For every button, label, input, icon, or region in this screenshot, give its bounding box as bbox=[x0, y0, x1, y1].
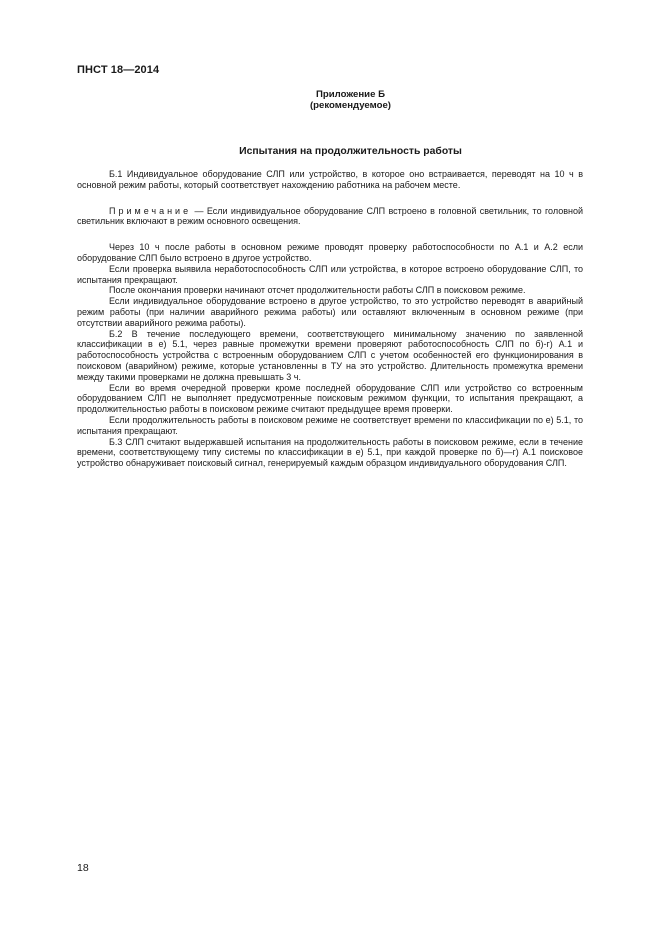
paragraph: Если индивидуальное оборудование встроено в другое устройство, то это устройство переводят в аварийный режим работы (при наличии аварийного режима работы) или оставляют включенным в основном режиме (при отсутствии аварийного режима работы). bbox=[77, 296, 583, 328]
paragraph: Если проверка выявила неработоспособность СЛП или устройства, в которое встроено оборудование СЛП, то испытания прекращают. bbox=[77, 263, 583, 285]
note bbox=[77, 206, 583, 228]
note-text: — Если индивидуальное оборудование СЛП встроено в головной светильник, то головной светильник включают в режим основного освещения. bbox=[77, 205, 583, 227]
appendix-heading bbox=[0, 89, 661, 112]
document-code: ПНСТ 18—2014 bbox=[77, 64, 160, 76]
note-label: Примечание bbox=[109, 205, 192, 216]
paragraph: Если во время очередной проверки кроме последней оборудование СЛП или устройство со встроенным оборудованием СЛП не выполняет предусмотренные поисковым режимом функции, то испытания прекращают, а продолжительностью работы в поисковом режиме считают предыдущее время проверки. bbox=[77, 382, 583, 415]
paragraph-b2: Б.2 В течение последующего времени, соответствующего минимальному значению по заявленной классификации в е) 5.1, через равные промежутки времени проверяют работоспособность СЛП по б)-г) А.1 и работоспособность устройства с встроенным оборудованием СЛП с учетом особенностей его функционирования в поисковом (аварийном) режиме, которые установленны в ТУ на это устройство. Длительность промежутка времени между такими проверками не должна превышать 3 ч. bbox=[77, 328, 583, 382]
section-title: Испытания на продолжительность работы bbox=[239, 146, 462, 157]
page-number: 18 bbox=[77, 862, 89, 874]
paragraph-b3: Б.3 СЛП считают выдержавшей испытания на продолжительность работы в поисковом режиме, если в течение времени, соответствующему типу системы по классификации в е) 5.1, при каждой проверке по б)—г) А.1 поисковое устройство обнаруживает поисковый сигнал, генерируемый каждым образцом индивидуального оборудования СЛП. bbox=[77, 436, 583, 469]
paragraph: После окончания проверки начинают отсчет продолжительности работы СЛП в поисковом режиме. bbox=[109, 285, 526, 296]
paragraph-b1: Б.1 Индивидуальное оборудование СЛП или устройство, в которое оно встраивается, переводят на 10 ч в основной режим работы, который соответствует нахождению работника на рабочем месте. bbox=[77, 169, 583, 190]
paragraph: Если продолжительность работы в поисковом режиме не соответствует времени по классификации по е) 5.1, то испытания прекращают. bbox=[77, 414, 583, 436]
appendix-label: Приложение Б bbox=[316, 89, 385, 100]
document-body bbox=[77, 169, 583, 469]
appendix-status: (рекомендуемое) bbox=[309, 100, 391, 112]
paragraph: Через 10 ч после работы в основном режиме проводят проверку работоспособности по А.1 и А.2 если оборудование СЛП было встроено в другое устройство. bbox=[77, 242, 583, 263]
